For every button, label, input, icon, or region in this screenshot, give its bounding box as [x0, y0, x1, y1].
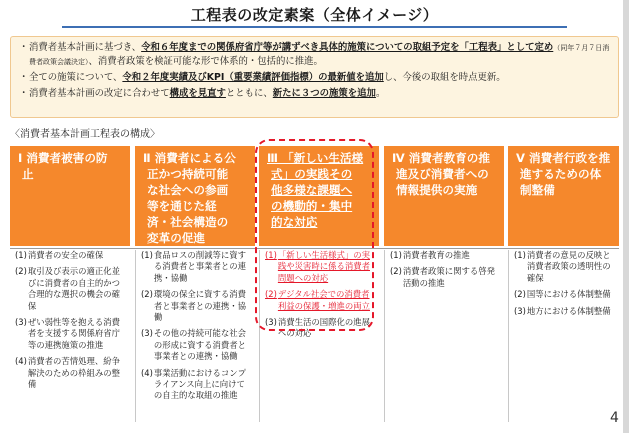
header-line: 的な対応: [271, 215, 318, 229]
item-text: 消費生活の国際化の進展への対応: [277, 317, 370, 339]
summary-text-part: し、今後の取組を時点更新。: [383, 72, 506, 83]
header-line: な社会への参画: [147, 183, 229, 197]
header-line: 式」の実践その: [271, 167, 353, 181]
summary-item-2: [19, 71, 610, 85]
item-text: 「新しい生活様式」の実践や災害時に係る消費者問題への対応: [277, 250, 370, 283]
header-line: 正かつ持続可能: [147, 167, 229, 181]
list-item: [15, 250, 128, 261]
item-number: (1): [390, 250, 402, 260]
header-line: 済・社会構造の: [147, 215, 229, 229]
summary-text-part: とともに、: [225, 88, 273, 99]
header-line: 変革の促進: [147, 231, 205, 245]
item-text: 国等における体制整備: [526, 289, 611, 300]
header-line: 等を通じた経: [147, 199, 217, 213]
item-text: その他の持続可能な社会の形成に資する消費者と事業者との連携・協働: [153, 328, 246, 362]
title-underline: [62, 26, 567, 28]
item-number: (3): [141, 328, 153, 339]
header-line: 進するための体: [520, 167, 602, 181]
summary-item-1: [19, 41, 610, 69]
item-number: (1): [15, 250, 27, 260]
header-line: 情報提供の実施: [396, 183, 478, 197]
item-number: (4): [15, 356, 27, 367]
summary-bullet: ・: [19, 88, 29, 99]
column-body-3: [259, 250, 379, 422]
summary-text-emphasis: 構成を見直す: [169, 88, 226, 99]
summary-bullet: ・: [19, 42, 29, 53]
item-number: (3): [15, 317, 27, 328]
item-text: 地方における体制整備: [526, 305, 611, 316]
header-line: Ⅴ 消費者行政を推: [516, 151, 611, 165]
summary-text-part: 全ての施策について、: [29, 72, 123, 83]
summary-text-part: 、消費者政策を検証可能な形で体系的・包括的に推進。: [88, 56, 323, 67]
list-item: [15, 356, 128, 390]
item-text: 事業活動におけるコンプライアンス向上に向けての自主的な取組の推進: [153, 367, 246, 401]
summary-bullet: ・: [19, 72, 29, 83]
list-item: [141, 368, 253, 402]
header-line: の機動的・集中: [271, 199, 353, 213]
summary-text-emphasis: 令和６年度までの関係府省庁等が講ずべき具体的施策についての取組予定を「工程表」として定め: [141, 42, 554, 53]
list-item: [15, 266, 128, 312]
structure-label: 〈消費者基本計画工程表の構成〉: [10, 129, 160, 140]
summary-text: [29, 41, 610, 69]
summary-box: [10, 36, 619, 118]
item-text: 取引及び表示の適正化並びに消費者の自主的かつ合理的な選択の機会の確保: [27, 266, 120, 311]
header-line: 他多様な課題へ: [271, 183, 353, 197]
item-text: 消費者の意見の反映と消費者政策の透明性の確保: [526, 250, 611, 283]
item-number: (2): [141, 289, 153, 300]
column-header-4: [384, 146, 504, 246]
summary-text-part: 消費者基本計画に基づき、: [29, 42, 142, 53]
item-number: (2): [265, 289, 277, 300]
window-edge: [623, 0, 629, 433]
header-line: Ⅲ 「新しい生活様: [267, 151, 364, 165]
summary-text: [29, 87, 610, 101]
list-item: [141, 250, 253, 284]
header-line: Ⅳ 消費者教育の推: [392, 151, 490, 165]
item-number: (2): [390, 266, 402, 277]
column-body-2: [135, 250, 255, 422]
header-divider: [10, 248, 619, 249]
summary-text-part: 消費者基本計画の改定に合わせて: [29, 88, 170, 99]
header-line: 制整備: [520, 183, 555, 197]
item-text: 消費者の苦情処理、紛争解決のための枠組みの整備: [27, 356, 120, 390]
list-item: [514, 306, 617, 317]
column-header-3: [259, 146, 379, 246]
item-number: (3): [265, 317, 277, 328]
item-number: (1): [514, 250, 526, 260]
page-number: 4: [610, 410, 619, 426]
item-number: (4): [141, 367, 153, 378]
item-text: 食品ロスの削減等に資する消費者と事業者との連携・協働: [153, 250, 246, 283]
item-text: デジタル社会での消費者利益の保護・増進の両立: [277, 289, 370, 311]
summary-text-emphasis: 令和２年度実績及びKPI（重要業績評価指標）の最新値を追加: [122, 72, 384, 83]
column-header-5: [508, 146, 619, 246]
summary-text-emphasis: 新たに３つの施策を追加: [272, 88, 376, 99]
header-line: Ⅰ 消費者被害の防: [18, 151, 108, 165]
summary-text-part: 。: [375, 88, 386, 99]
list-item: [514, 250, 617, 284]
page-title: 工程表の改定素案（全体イメージ）: [190, 6, 439, 24]
summary-text: [29, 71, 610, 85]
column-body-1: [10, 250, 130, 422]
list-item: [141, 328, 253, 362]
column-body-5: [508, 250, 619, 422]
item-number: (1): [141, 250, 153, 260]
column-header-1: [10, 146, 130, 246]
summary-item-3: [19, 87, 610, 101]
list-item: [514, 289, 617, 300]
header-line: Ⅱ 消費者による公: [143, 151, 236, 165]
item-number: (2): [15, 266, 27, 277]
list-item: [15, 317, 128, 351]
list-item: [390, 250, 502, 261]
header-line: 進及び消費者への: [396, 167, 489, 181]
summary-text-note: （同年７月７日消費者政策会議決定）: [29, 44, 610, 66]
item-number: (3): [514, 305, 526, 316]
item-number: (1): [265, 250, 277, 260]
column-header-2: [135, 146, 255, 246]
list-item-new: [265, 250, 377, 284]
item-text: 消費者政策に関する啓発活動の推進: [402, 266, 495, 288]
list-item: [265, 317, 377, 340]
column-body-4: [384, 250, 504, 422]
item-text: ぜい弱性等を抱える消費者を支援する関係府省庁等の連携施策の推進: [27, 317, 120, 350]
item-text: 環境の保全に資する消費者と事業者との連携・協働: [153, 289, 246, 323]
item-text: 消費者教育の推進: [402, 250, 470, 260]
list-item-new: [265, 289, 377, 312]
list-item: [141, 289, 253, 323]
item-text: 消費者の安全の確保: [27, 250, 104, 260]
item-number: (2): [514, 289, 526, 300]
list-item: [390, 266, 502, 289]
header-line: 止: [22, 167, 34, 181]
